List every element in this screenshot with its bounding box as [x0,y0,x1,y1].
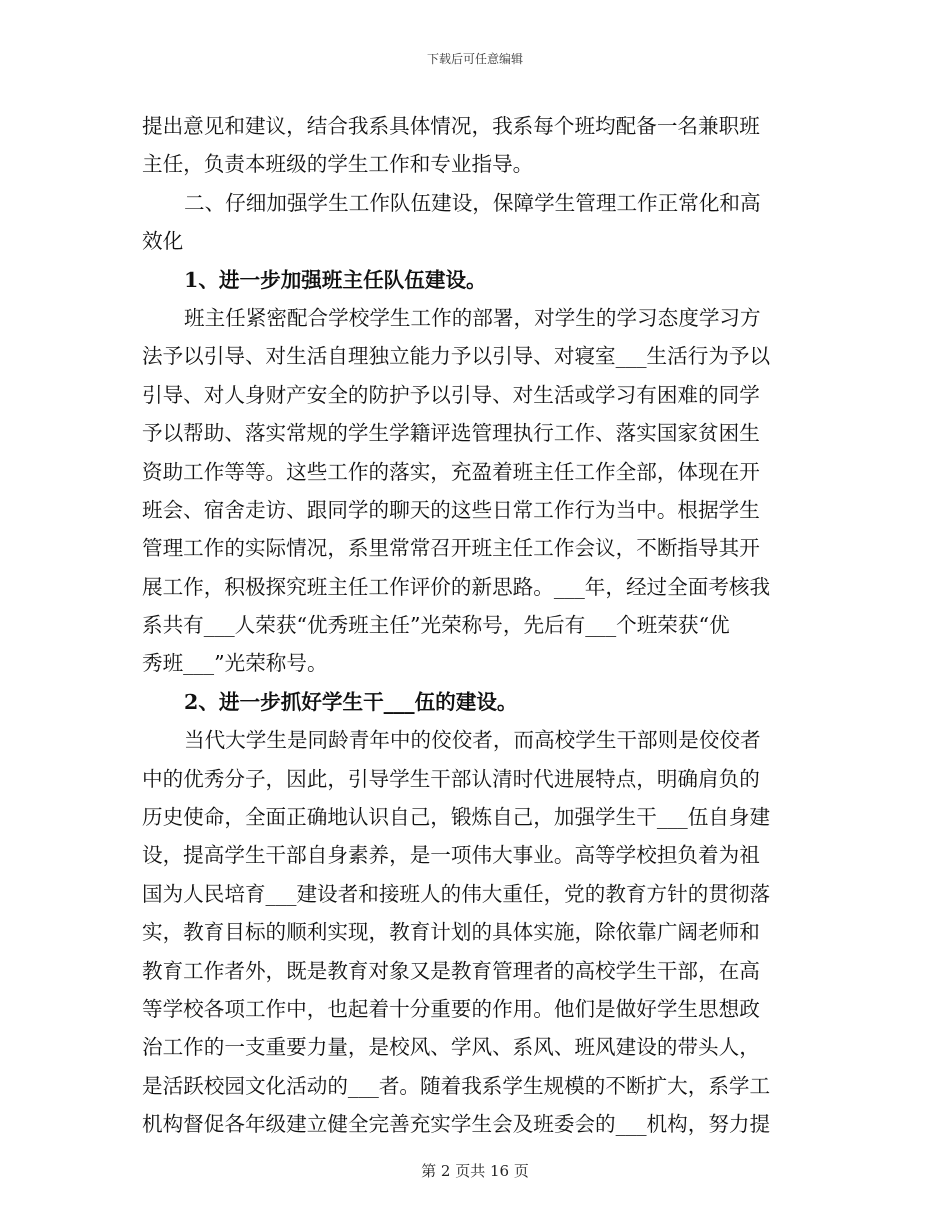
paragraph-line: 设，提高学生干部自身素养，是一项伟大事业。高等学校担负着为祖 [142,843,760,868]
paragraph-line: 提出意见和建议，结合我系具体情况，我系每个班均配备一名兼职班 [142,114,760,138]
paragraph-line: 二、仔细加强学生工作队伍建设，保障学生管理工作正常化和高 [184,190,761,215]
paragraph-line: 主任，负责本班级的学生工作和专业指导。 [142,152,534,177]
paragraph-line: 班主任紧密配合学校学生工作的部署，对学生的学习态度学习方 [184,305,761,330]
paragraph-line: 国为人民培育___建设者和接班人的伟大重任，党的教育方针的贯彻落 [142,881,771,906]
paragraph-line: 当代大学生是同龄青年中的佼佼者，而高校学生干部则是佼佼者 [184,728,761,753]
paragraph-line: 资助工作等等。这些工作的落实，充盈着班主任工作全部，体现在开 [142,459,760,484]
paragraph-line: 效化 [142,229,184,254]
paragraph-line: 法予以引导、对生活自理独立能力予以引导、对寝室___生活行为予以 [142,344,771,369]
page-header: 下载后可任意编辑 [426,52,523,66]
paragraph-line: 教育工作者外，既是教育对象又是教育管理者的高校学生干部，在高 [142,958,760,983]
paragraph-line: 班会、宿舍走访、跟同学的聊天的这些日常工作行为当中。根据学生 [142,497,760,522]
paragraph-line: 引导、对人身财产安全的防护予以引导、对生活或学习有困难的同学 [142,382,760,407]
paragraph-line: 予以帮助、落实常规的学生学籍评选管理执行工作、落实国家贫困生 [142,421,760,446]
paragraph-line: 系共有___人荣获“优秀班主任”光荣称号，先后有___个班荣获“优 [142,613,730,638]
paragraph-line: 实，教育目标的顺利实现，教育计划的具体实施，除依靠广阔老师和 [142,920,760,945]
section-heading-line: 2、进一步抓好学生干___伍的建设。 [184,689,518,714]
paragraph-line: 展工作，积极探究班主任工作评价的新思路。___年，经过全面考核我 [142,574,771,599]
paragraph-line: 治工作的一支重要力量，是校风、学风、系风、班风建设的带头人， [142,1035,760,1060]
section-heading-line: 1、进一步加强班主任队伍建设。 [184,267,487,292]
paragraph-line: 机构督促各年级建立健全完善充实学生会及班委会的___机构，努力提 [142,1112,771,1137]
paragraph-line: 等学校各项工作中，也起着十分重要的作用。他们是做好学生思想政 [142,996,760,1021]
paragraph-line: 管理工作的实际情况，系里常常召开班主任工作会议，不断指导其开 [142,536,760,561]
document-body [142,107,812,1144]
paragraph-line: 秀班___”光荣称号。 [142,651,328,676]
paragraph-line: 中的优秀分子，因此，引导学生干部认清时代进展特点，明确肩负的 [142,766,760,791]
paragraph-line: 历史使命，全面正确地认识自己，锻炼自己，加强学生干___伍自身建 [142,805,771,830]
paragraph-line: 是活跃校园文化活动的___者。随着我系学生规模的不断扩大，系学工 [142,1073,771,1098]
page-footer: 第 2 页共 16 页 [421,1162,529,1180]
